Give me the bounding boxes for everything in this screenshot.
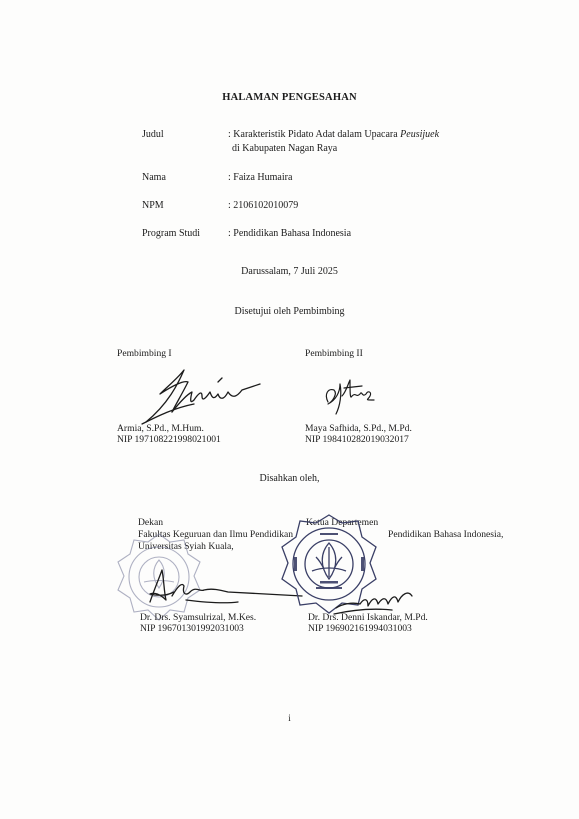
field-value-npm: : 2106102010079 — [228, 200, 299, 211]
field-value-judul — [228, 129, 439, 140]
dean-line2: Fakultas Keguruan dan Ilmu Pendidikan — [138, 529, 294, 540]
field-label-program-studi: Program Studi — [142, 228, 201, 239]
dean-line3: Universitas Syiah Kuala, — [138, 541, 234, 552]
supervisor1-name: Armia, S.Pd., M.Hum. — [117, 423, 204, 434]
supervisor1-signature — [138, 364, 268, 426]
head-nip: NIP 196902161994031003 — [308, 623, 412, 634]
dean-line1: Dekan — [138, 517, 164, 528]
head-line1: Ketua Departemen — [306, 517, 379, 528]
supervisor1-nip: NIP 197108221998021001 — [117, 434, 221, 445]
approved-by-heading: Disetujui oleh Pembimbing — [234, 306, 345, 317]
dean-name: Dr. Drs. Syamsulrizal, M.Kes. — [140, 612, 257, 623]
supervisor2-role: Pembimbing II — [305, 348, 363, 359]
supervisor2-name: Maya Safhida, S.Pd., M.Pd. — [305, 423, 412, 434]
field-label-npm: NPM — [142, 200, 164, 211]
supervisor1-role: Pembimbing I — [117, 348, 172, 359]
place-date: Darussalam, 7 Juli 2025 — [241, 266, 338, 277]
field-value-nama: : Faiza Humaira — [228, 172, 293, 183]
field-label-nama: Nama — [142, 172, 166, 183]
judul-text: : Karakteristik Pidato Adat dalam Upacara — [228, 129, 401, 140]
head-line2: Pendidikan Bahasa Indonesia, — [388, 529, 504, 540]
supervisor2-nip: NIP 198410282019032017 — [305, 434, 409, 445]
judul-italic: Peusijuek — [400, 129, 440, 140]
head-name: Dr. Drs. Denni Iskandar, M.Pd. — [308, 612, 428, 623]
dean-nip: NIP 196701301992031003 — [140, 623, 244, 634]
ratified-by-heading: Disahkan oleh, — [259, 473, 320, 484]
field-value-judul-line2: di Kabupaten Nagan Raya — [232, 143, 338, 154]
supervisor2-signature — [318, 370, 378, 420]
page-title: HALAMAN PENGESAHAN — [222, 92, 357, 103]
field-label-judul: Judul — [142, 129, 164, 140]
page-number: i — [288, 713, 291, 723]
field-value-program-studi: : Pendidikan Bahasa Indonesia — [228, 228, 352, 239]
